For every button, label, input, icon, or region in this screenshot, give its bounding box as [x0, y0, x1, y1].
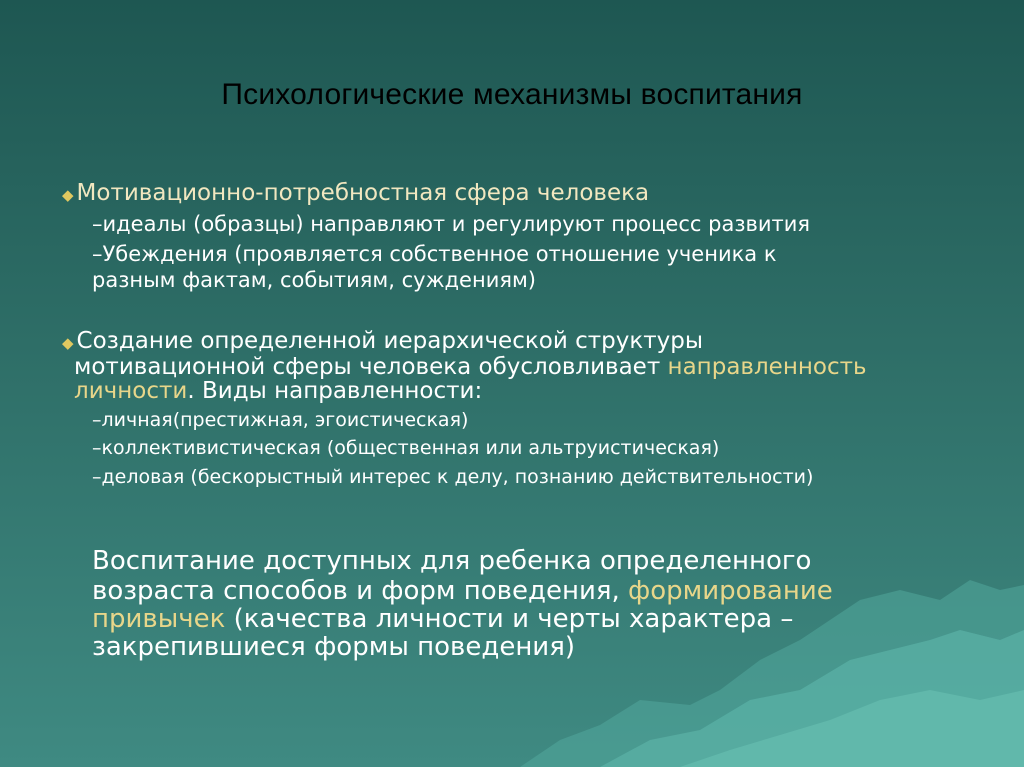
section2-line-2: мотивационной сферы человека обусловливает направленность [74, 354, 867, 380]
section3-line-4: закрепившиеся формы поведения) [92, 632, 575, 662]
diamond-bullet-icon: ◆ [62, 334, 74, 352]
section2-line-1: ◆ Создание определенной иерархической структуры [62, 328, 703, 354]
section2-line-3: личности. Виды направленности: [74, 378, 483, 404]
section2-item-3: –деловая (бескорыстный интерес к делу, познанию действительности) [92, 466, 814, 488]
section3-line-2: возраста способов и форм поведения, формирование [92, 576, 833, 606]
section3-line-1: Воспитание доступных для ребенка определенного [92, 546, 812, 576]
section2-item-1: –личная(престижная, эгоистическая) [92, 409, 469, 431]
diamond-bullet-icon: ◆ [62, 186, 74, 204]
highlight-orientation: направленность [667, 354, 867, 380]
section2-item-2: –коллективистическая (общественная или альтруистическая) [92, 437, 720, 459]
section1-heading: ◆ Мотивационно-потребностная сфера человека [62, 180, 650, 206]
section3-line-3: привычек (качества личности и черты характера – [92, 604, 794, 634]
highlight-habits: привычек [92, 604, 226, 634]
highlight-formation: формирование [628, 576, 833, 606]
highlight-personality: личности [74, 378, 188, 404]
section1-item-1: –идеалы (образцы) направляют и регулируют процесс развития [92, 212, 811, 236]
section1-item-2-line-1: –Убеждения (проявляется собственное отношение ученика к [92, 242, 777, 266]
page-title: Психологические механизмы воспитания [221, 78, 803, 111]
section1-item-2-line-2: разным фактам, событиям, суждениям) [92, 268, 537, 292]
